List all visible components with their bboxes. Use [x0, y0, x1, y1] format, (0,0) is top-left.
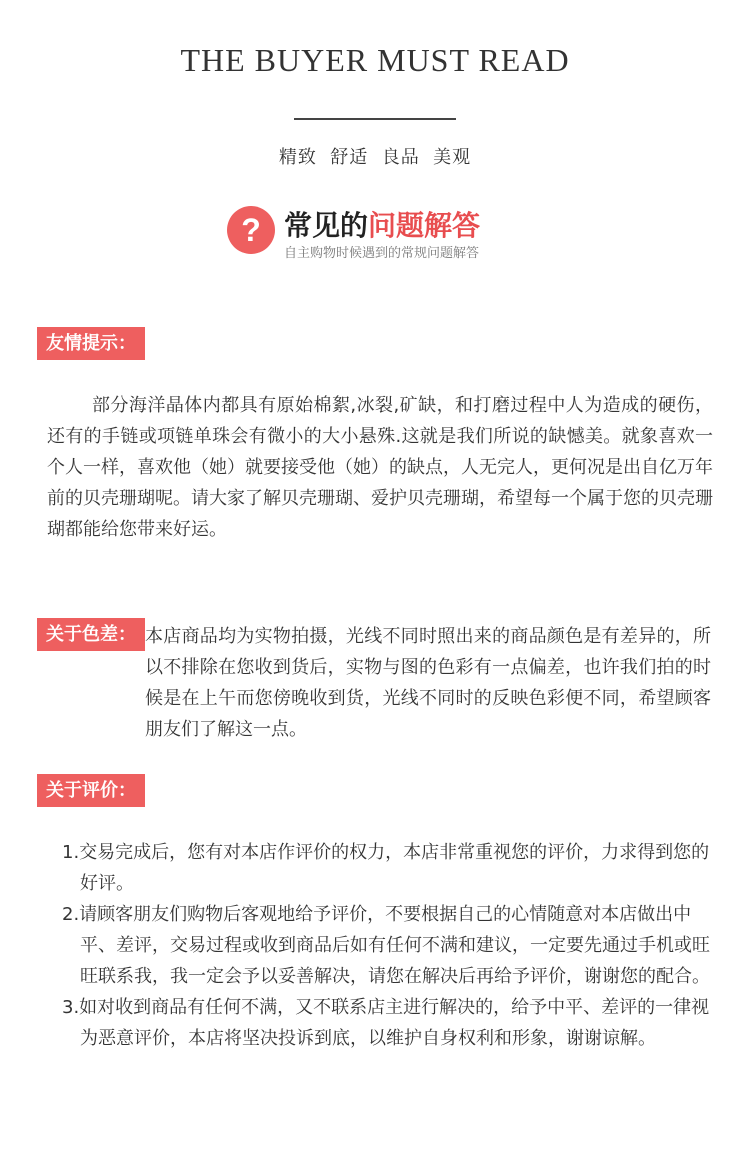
review-list: [62, 837, 710, 1054]
review-item: 2.请顾客朋友们购物后客观地给予评价，不要根据自己的心情随意对本店做出中平、差评，交易过程或收到商品后如有任何不满和建议，一定要先通过手机或旺旺联系我，我一定会予以妥善解决，请您在解决后再给予评价，谢谢您的配合。: [62, 904, 710, 987]
review-item: 1.交易完成后，您有对本店作评价的权力，本店非常重视您的评价，力求得到您的好评。: [62, 842, 710, 894]
faq-subtitle: 自主购物时候遇到的常规问题解答: [284, 246, 480, 261]
color-difference-text: 本店商品均为实物拍摄，光线不同时照出来的商品颜色是有差异的，所以不排除在您收到货后，实物与图的色彩有一点偏差，也许我们拍的时候是在上午而您傍晚收到货，光线不同时的反映色彩便不同，希望顾客朋友们了解这一点。: [145, 626, 711, 740]
review-item: 3.如对收到商品有任何不满，又不联系店主进行解决的，给予中平、差评的一律视为恶意评价，本店将坚决投诉到底，以维护自身权利和形象，谢谢谅解。: [62, 997, 710, 1049]
faq-heading: [284, 204, 480, 244]
page-subtitle: 精致 舒适 良品 美观: [278, 147, 472, 168]
faq-heading-part2: 问题解答: [368, 209, 481, 242]
faq-heading-part1: 常见的: [284, 209, 369, 242]
color-difference-label: 关于色差：: [37, 618, 145, 651]
tip-text: 部分海洋晶体内都具有原始棉絮,冰裂,矿缺，和打磨过程中人为造成的硬伤，还有的手链或项链单珠会有微小的大小悬殊.这就是我们所说的缺憾美。就象喜欢一个人一样，喜欢他（她）就要接受他（她）的缺点，人无完人，更何况是出自亿万年前的贝壳珊瑚呢。请大家了解贝壳珊瑚、爱护贝壳珊瑚，希望每一个属于您的贝壳珊瑚都能给您带来好运。: [47, 395, 713, 540]
tip-label: 友情提示：: [37, 327, 145, 360]
review-label: 关于评价：: [37, 774, 145, 807]
title-divider: [294, 118, 456, 120]
question-mark-icon: ?: [227, 206, 275, 254]
page-title: THE BUYER MUST READ: [180, 42, 570, 78]
